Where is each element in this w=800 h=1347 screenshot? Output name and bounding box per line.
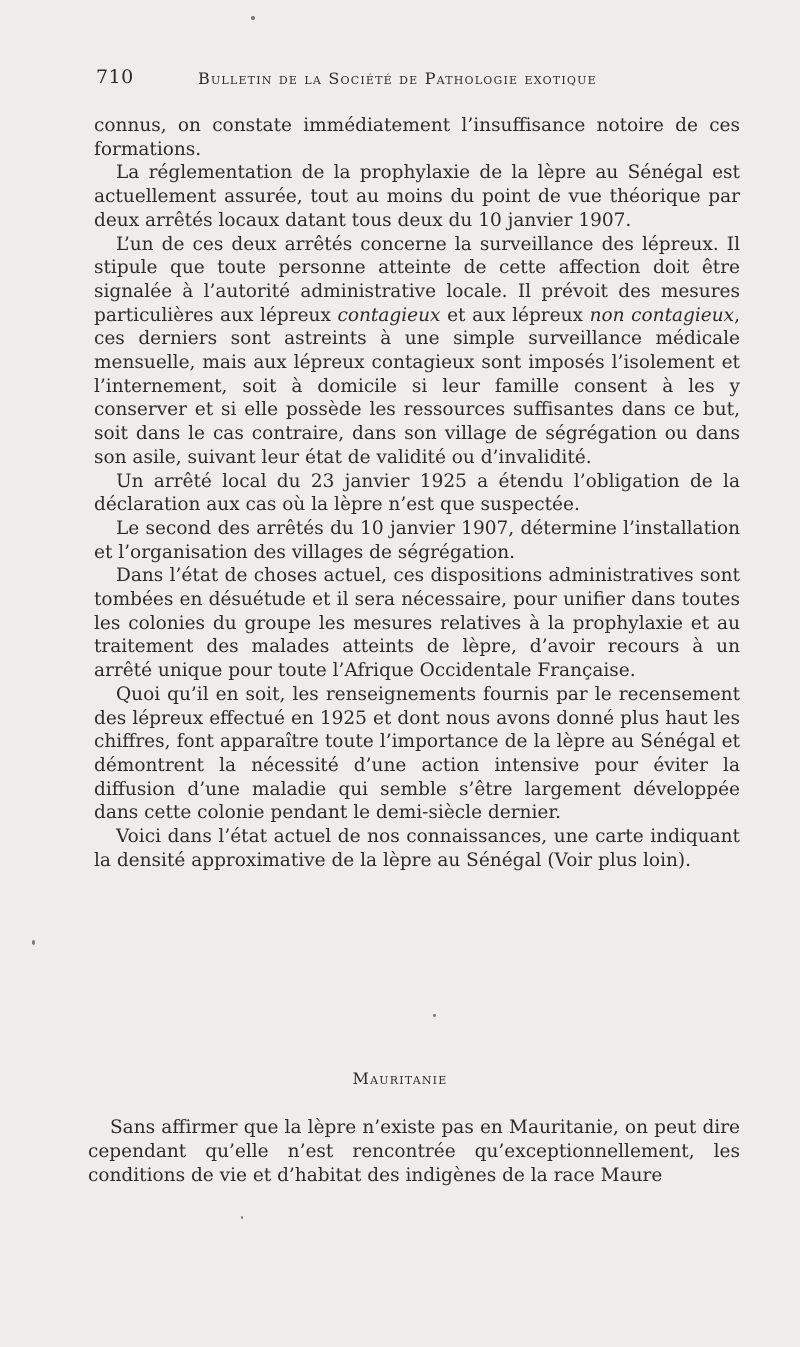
term-non-contagieux: non contagieux bbox=[589, 304, 735, 326]
print-speck bbox=[241, 1216, 243, 1219]
paragraph-surveillance-part-b: et aux lépreux bbox=[440, 304, 590, 326]
term-contagieux: contagieux bbox=[337, 304, 441, 326]
page-header bbox=[96, 60, 746, 94]
page-number: 710 bbox=[96, 66, 134, 88]
section-text bbox=[88, 1116, 740, 1188]
paragraph-surveillance-part-c: , ces derniers sont astreints à une simple surveillance médicale mensuelle, mais aux lépreux contagieux sont imposés l’isolement et l’internement, soit à domicile si leur famille consent à les y conserver et si elle possède les ressources suffisantes dans ce but, soit dans le cas contraire, dans son village de ségrégation ou dans son asile, suivant leur état de validité ou d’invalidité. bbox=[94, 304, 740, 468]
paragraph-surveillance-part-a: L’un de ces deux arrêtés concerne la surveillance des lépreux. Il stipule que toute personne atteinte de cette affection doit être signalée à l’autorité administrative locale. Il prévoit des mesures particulières aux lépreux bbox=[94, 233, 740, 326]
body-text bbox=[94, 114, 740, 873]
print-speck bbox=[32, 940, 35, 945]
paragraph-etat-actuel: Dans l’état de choses actuel, ces dispositions administratives sont tombées en désuétude et il sera nécessaire, pour unifier dans toutes les colonies du groupe les mesures relatives à la prophylaxie et au traitement des malades atteints de lèpre, d’avoir recours à un arrêté unique pour toute l’Afrique Occidentale Française. bbox=[94, 565, 740, 682]
paragraph-surveillance bbox=[94, 233, 740, 470]
paragraph-continued: connus, on constate immédiatement l’insuffisance notoire de ces formations. bbox=[94, 115, 740, 160]
paragraph-recensement: Quoi qu’il en soit, les renseignements fournis par le recensement des lépreux effectué en 1925 et dont nous avons donné plus haut les chiffres, font apparaître toute l’importance de la lèpre au Sénégal et démontrent la nécessité d’une action intensive pour éviter la diffusion d’une maladie qui semble s’être largement développée dans cette colonie pendant le demi-siècle dernier. bbox=[94, 683, 740, 824]
running-title: Bulletin de la Société de Pathologie exotique bbox=[198, 69, 597, 88]
print-speck bbox=[251, 16, 255, 20]
print-speck bbox=[433, 1014, 436, 1017]
paragraph-reglementation: La réglementation de la prophylaxie de la lèpre au Sénégal est actuellement assurée, tout au moins du point de vue théorique par deux arrêtés locaux datant tous deux du 10 janvier 1907. bbox=[94, 162, 740, 231]
paragraph-mauritanie: Sans affirmer que la lèpre n’existe pas en Mauritanie, on peut dire cependant qu’elle n’est rencontrée qu’exceptionnellement, les conditions de vie et d’habitat des indigènes de la race Maure bbox=[88, 1117, 740, 1186]
paragraph-second-arrete: Le second des arrêtés du 10 janvier 1907, détermine l’installation et l’organisation des villages de ségrégation. bbox=[94, 517, 740, 563]
paragraph-arrete-1925: Un arrêté local du 23 janvier 1925 a étendu l’obligation de la déclaration aux cas où la lèpre n’est que suspectée. bbox=[94, 470, 740, 516]
paragraph-carte: Voici dans l’état actuel de nos connaissances, une carte indiquant la densité approximative de la lèpre au Sénégal (Voir plus loin). bbox=[94, 826, 740, 871]
section-heading-mauritanie: Mauritanie bbox=[352, 1069, 448, 1088]
